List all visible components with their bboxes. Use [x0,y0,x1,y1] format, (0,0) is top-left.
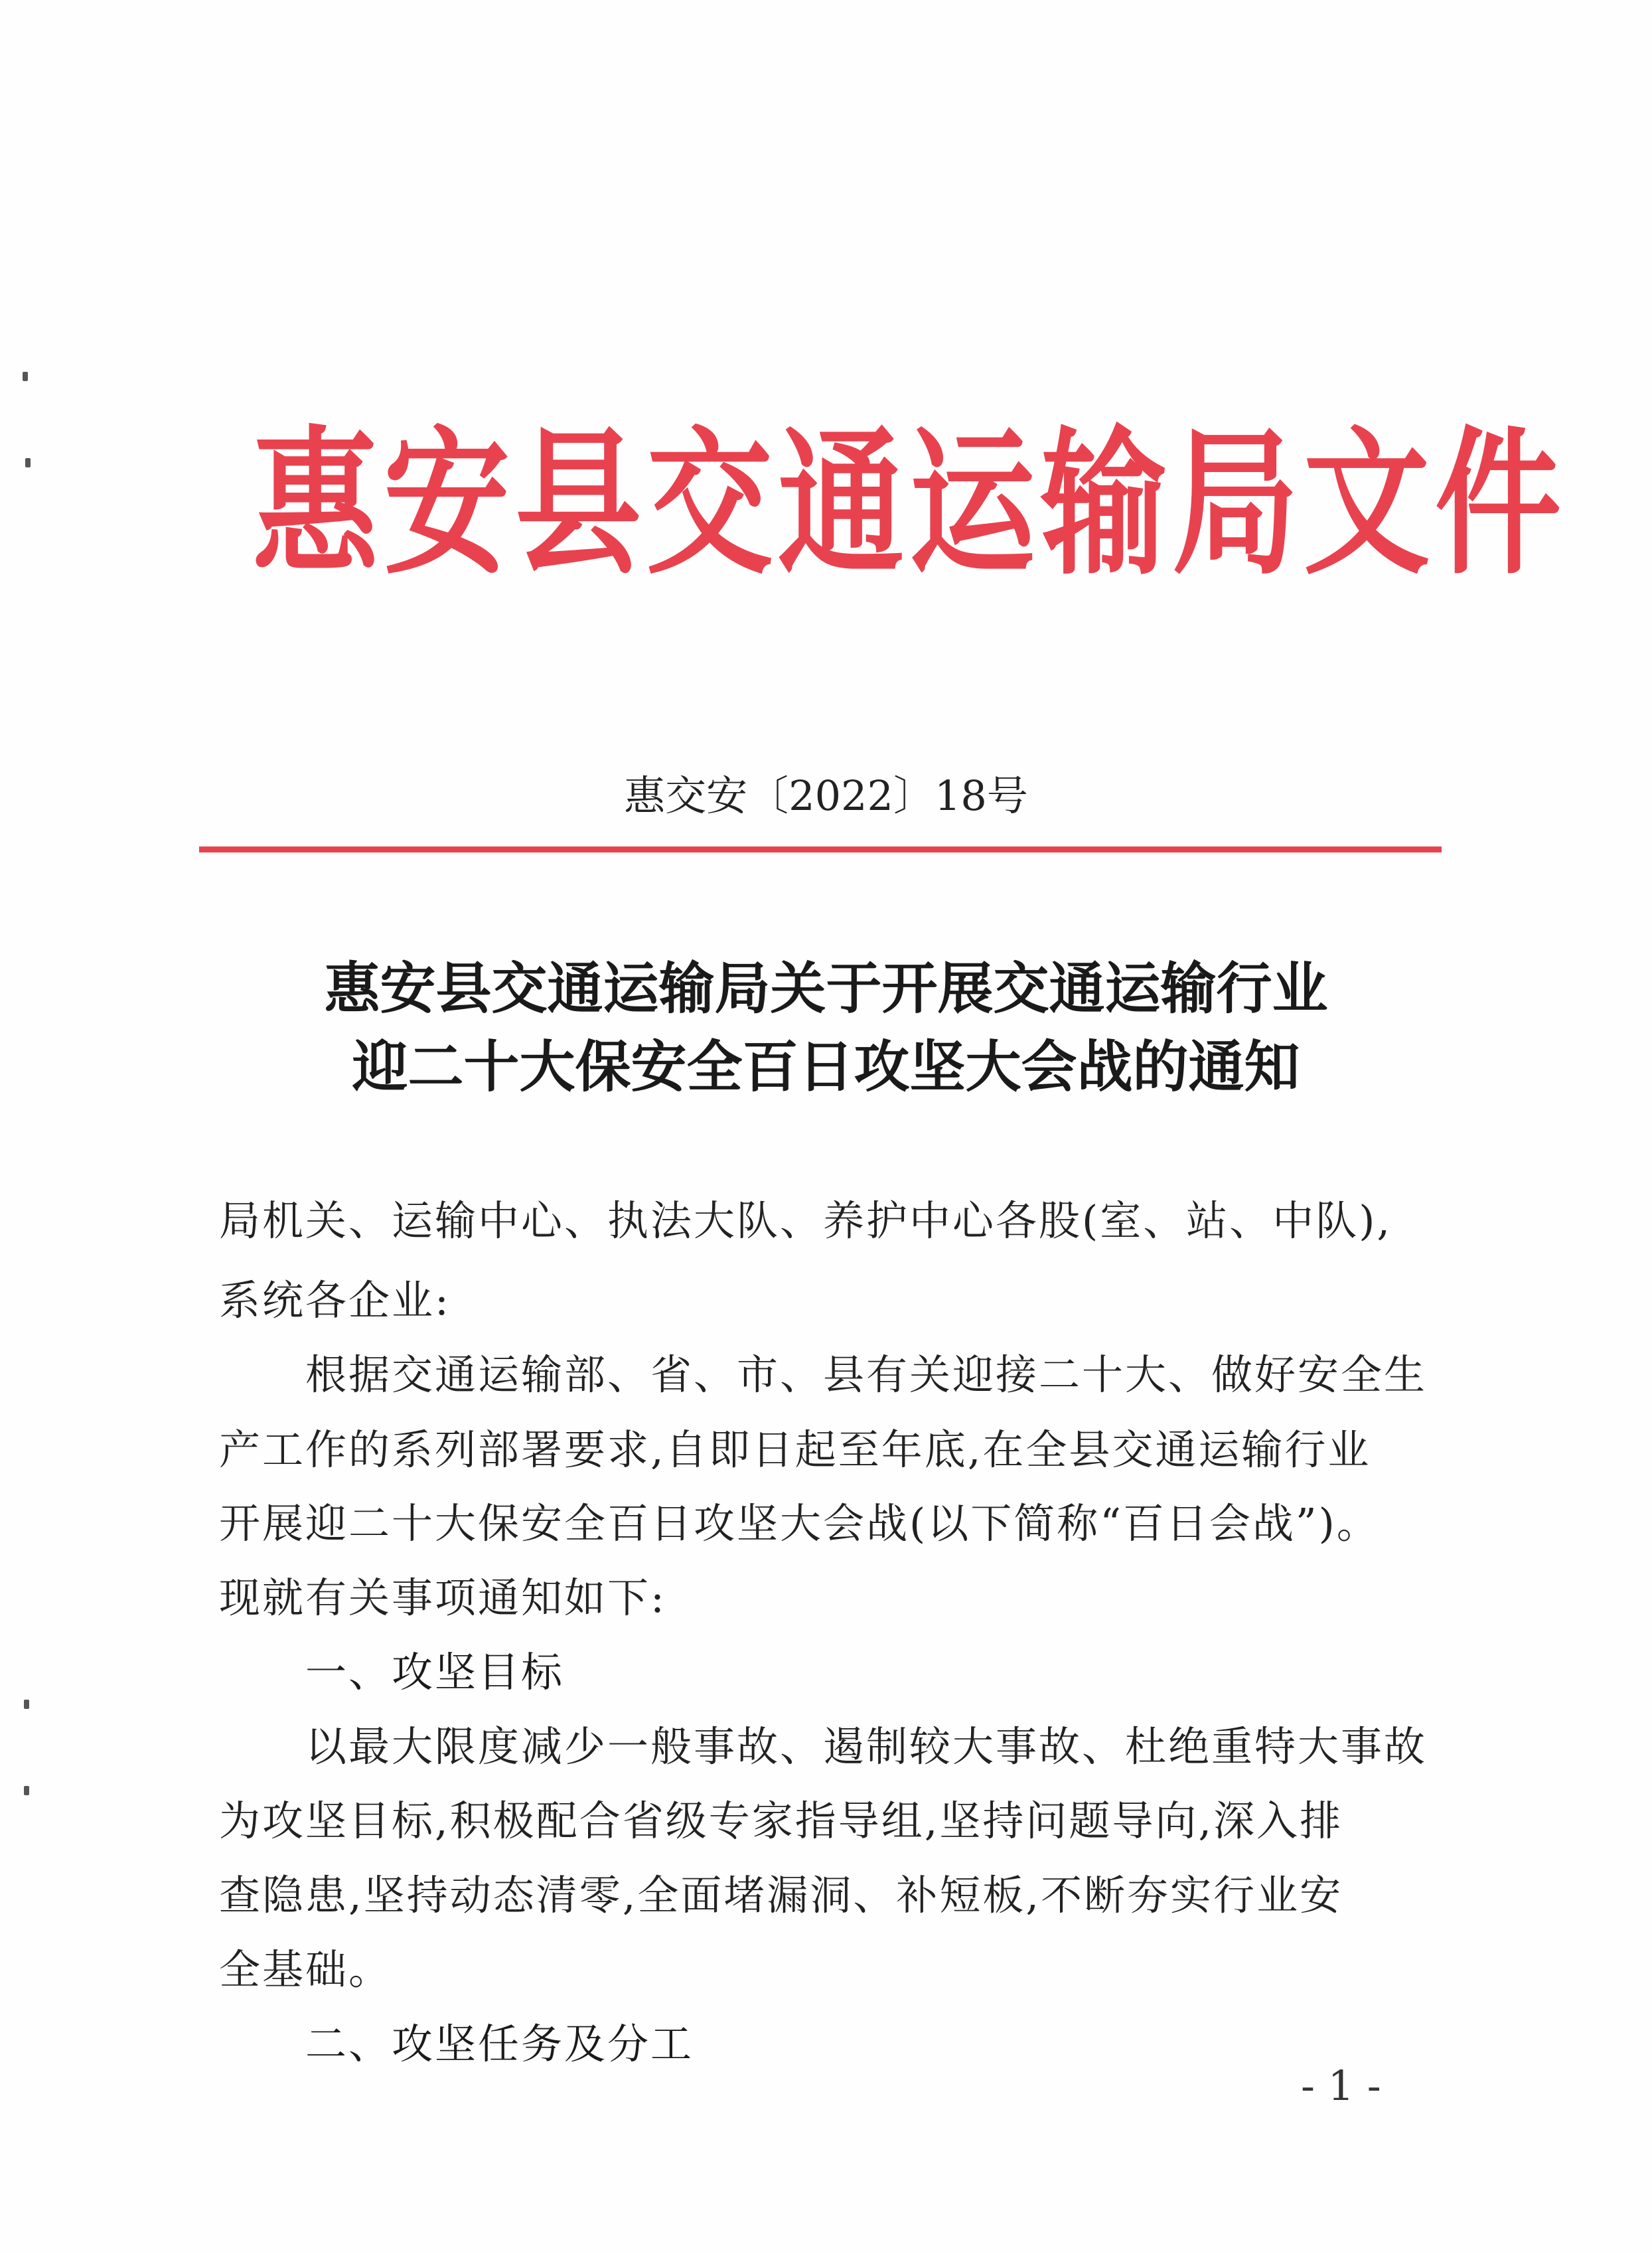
body-line: 根据交通运输部、省、市、县有关迎接二十大、做好安全生 [305,1350,1428,1399]
scan-mark [24,1700,29,1709]
section-heading-1: 一、攻坚目标 [305,1648,565,1696]
body-line: 查隐患,坚持动态清零,全面堵漏洞、补短板,不断夯实行业安 [219,1871,1343,1919]
page-number: - 1 - [1301,2061,1381,2110]
red-header-title: 惠安县交通运输局文件 [252,410,1567,596]
scan-mark [25,458,31,467]
notice-title-line-1: 惠安县交通运输局关于开展交通运输行业 [324,955,1328,1021]
notice-title-line-2: 迎二十大保安全百日攻坚大会战的通知 [352,1034,1300,1099]
body-line: 为攻坚目标,积极配合省级专家指导组,坚持问题导向,深入排 [219,1797,1343,1845]
body-line: 产工作的系列部署要求,自即日起至年底,在全县交通运输行业 [219,1425,1371,1474]
body-line: 开展迎二十大保安全百日攻坚大会战(以下简称“百日会战”)。 [219,1499,1380,1548]
body-line: 现就有关事项通知如下: [219,1573,666,1622]
red-divider-line [199,846,1442,852]
section-heading-2: 二、攻坚任务及分工 [305,2020,694,2068]
body-line: 系统各企业: [219,1276,451,1325]
scan-mark [23,372,28,381]
scan-mark [24,1786,29,1795]
document-number: 惠交安〔2022〕18号 [624,771,1028,820]
body-line: 局机关、运输中心、执法大队、养护中心各股(室、站、中队), [219,1196,1392,1245]
body-line: 全基础。 [219,1945,392,1994]
body-line: 以最大限度减少一般事故、遏制较大事故、杜绝重特大事故 [305,1722,1428,1771]
